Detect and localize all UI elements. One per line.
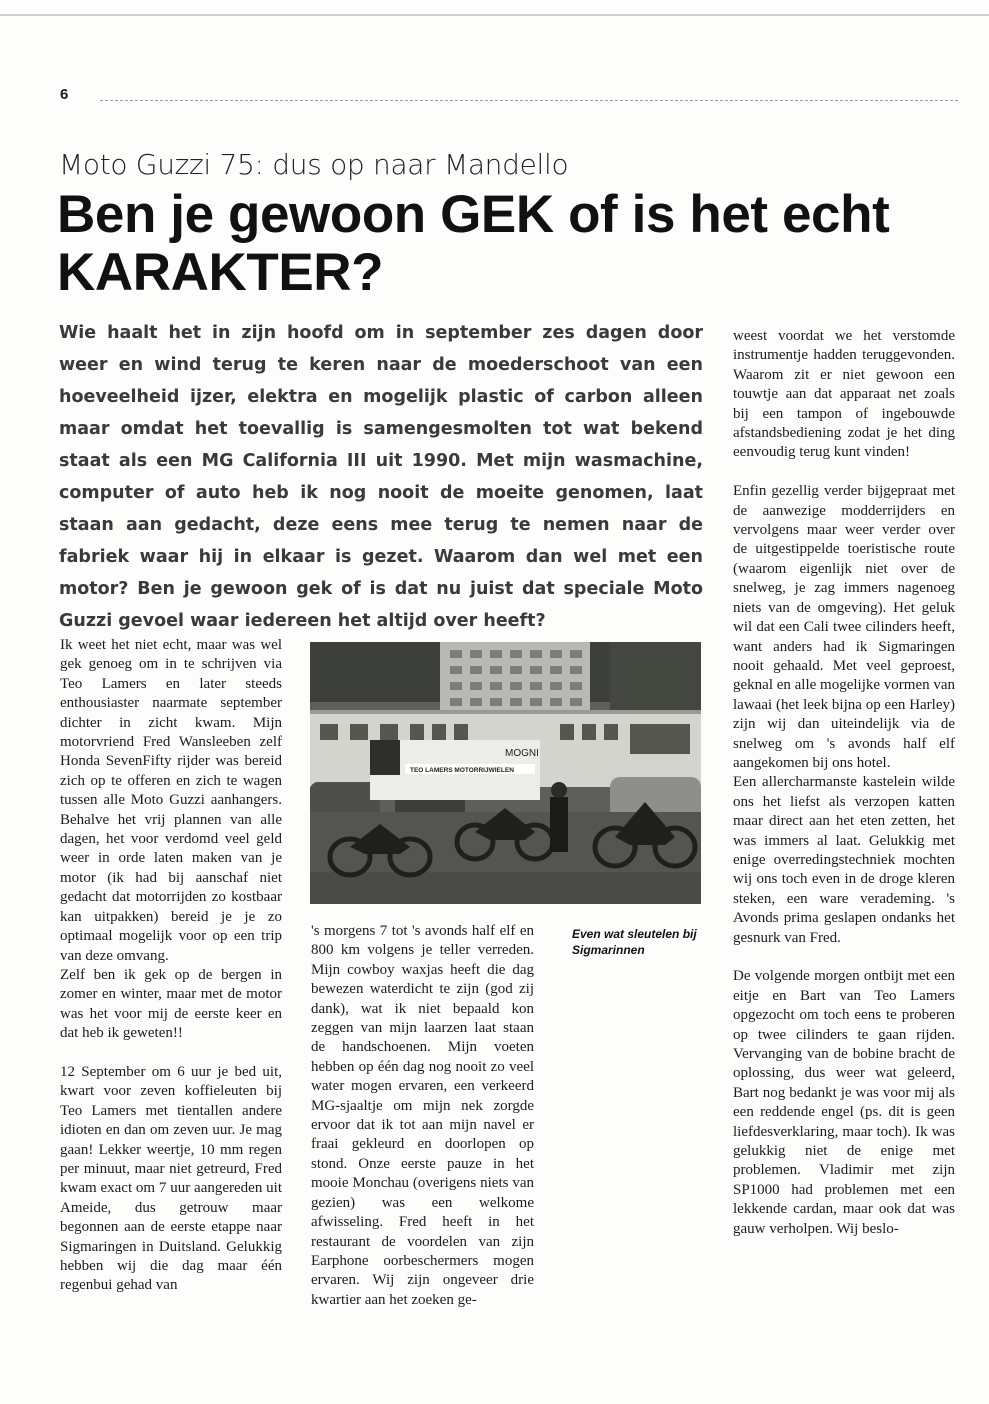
body-column-2: 's morgens 7 tot 's avonds half elf en 800 km volgens je teller verreden. Mijn cowboy waxjas heeft die dag bewezen waterdicht te zijn (god zij dank), wat ik niet bepaald kon zeggen van mijn laarzen laat staan de handschoenen. Mijn voeten hebben op één dag nog nooit zo veel water mogen ervaren, een verkeerd MG-sjaaltje om mijn nek zorgde ervoor dat ik tot aan mijn navel er fraai gekleurd en doorlopen op stond. Onze eerste pauze in het mooie Monchau (overigens niets van gezien) was een welkome afwisseling. Fred heeft in het restaurant de voordelen van zijn Earphone oorbeschermers mogen ervaren. Wij zijn ongeveer drie kwartier aan het zoeken ge-: [311, 923, 534, 1308]
body-column-3: weest voordat we het verstomde instrumentje hadden teruggevonden. Waarom zit er niet gewoon een touwtje aan dat apparaat net zoals bij een tampon of ingebouwde afstandsbediening zodat je het ding eenvoudig terug kunt vinden! Enfin gezellig verder bijgepraat met de aanwezige modderrijders en vervolgens maar weer verder over de uitgestippelde toeristische route (waarom eigenlijk niet over de snelweg, je zag immers nagenoeg niets van de omgeving). Het geluk wil dat een Cali twee cilinders heeft, want anders had ik Sigmaringen nooit gehaald. Met veel geproest, geknal en alle mogelijke vormen van lawaai (het leek bijna op een Harley) zijn wij dan uiteindelijk via de snelweg om 's avonds half elf aangekomen bij ons hotel. Een allercharmanste kastelein wilde ons het liefst als verzopen katten maar direct aan het eten zetten, het was immers al laat. Gelukkig met enige overredingstechniek mochten wij ons toch even in de droge kleren steken, een ware verademing. 's Avonds prima geslapen ondanks het gesnurk van Fred. De volgende morgen ontbijt met een eitje en Bart van Teo Lamers opgezocht om toch eens te proberen op twee cilinders te gaan rijden. Vervanging van de bobine bracht de oplossing, dus weer wat geleerd, Bart nog bedankt je was voor mij als een reddende engel (ps. dit is geen liefdesverklaring, maar toch). Ik was gelukkig niet de enige met problemen. Vladimir met zijn SP1000 had problemen met een lekkende cardan, maar ook dat was gauw verholpen. Wij beslo-: [733, 328, 956, 1237]
article-kicker: Moto Guzzi 75: dus op naar Mandello: [59, 148, 569, 181]
van-sign-top: MOGNI: [505, 748, 539, 759]
header-dashed-rule: [100, 100, 958, 101]
photo-caption: Even wat sleutelen bij Sigmarinnen: [572, 927, 697, 957]
body-column-1: Ik weet het niet echt, maar was wel gek genoeg om in te schrijven via Teo Lamers en later steeds enthousiaster naarmate september dichter in zicht kwam. Mijn motorvriend Fred Wansleeben zelf Honda SevenFifty rijder was bereid zich op te offeren en zich te wagen tussen alle Moto Guzzi aanhangers. Behalve het vrij plannen van alle dagen, het voor verdomd veel geld weer in orde laten maken van je motor (ik had bij aanschaf niet gedacht dat motorrijden zo kostbaar kan uitpakken) bereid je je zo optimaal mogelijk voor op een trip van deze omvang. Zelf ben ik gek op de bergen in zomer en winter, maar met de motor was het voor mij de eerste keer en dat heb ik geweten!! 12 September om 6 uur je bed uit, kwart voor zeven koffieleuten bij Teo Lamers met tientallen andere idioten en dan om zeven uur. Je mag gaan! Lekker weertje, 10 mm regen per minuut, maar niet getreurd, Fred kwam exact om 7 uur aangereden uit Ameide, dus getrouw maar begonnen aan de eerste etappe naar Sigmaringen in Duitsland. Gelukkig hebben wij die dag maar één regenbui gehad van: [60, 637, 282, 1294]
page-number: 6: [60, 86, 69, 103]
van-sign-bottom: TEO LAMERS MOTORRIJWIELEN: [410, 767, 514, 774]
article-intro: Wie haalt het in zijn hoofd om in september zes dagen door weer en wind terug te keren naar de moederschoot van een hoeveelheid ijzer, elektra en mogelijk plastic of carbon alleen maar omdat het toevallig is samengesmolten tot wat bekend staat als een MG California III uit 1990. Met mijn wasmachine, computer of auto heb ik nog nooit de moeite genomen, laat staan aan gedacht, deze eens mee terug te nemen naar de fabriek waar hij in elkaar is gezet. Waarom dan wel met een motor? Ben je gewoon gek of is dat nu juist dat speciale Moto Guzzi gevoel waar iedereen het altijd over heeft?: [59, 323, 703, 631]
article-photo: [310, 642, 701, 904]
page-top-edge: [0, 14, 989, 16]
article-headline: Ben je gewoon GEK of is het echt KARAKTER?: [57, 185, 890, 302]
